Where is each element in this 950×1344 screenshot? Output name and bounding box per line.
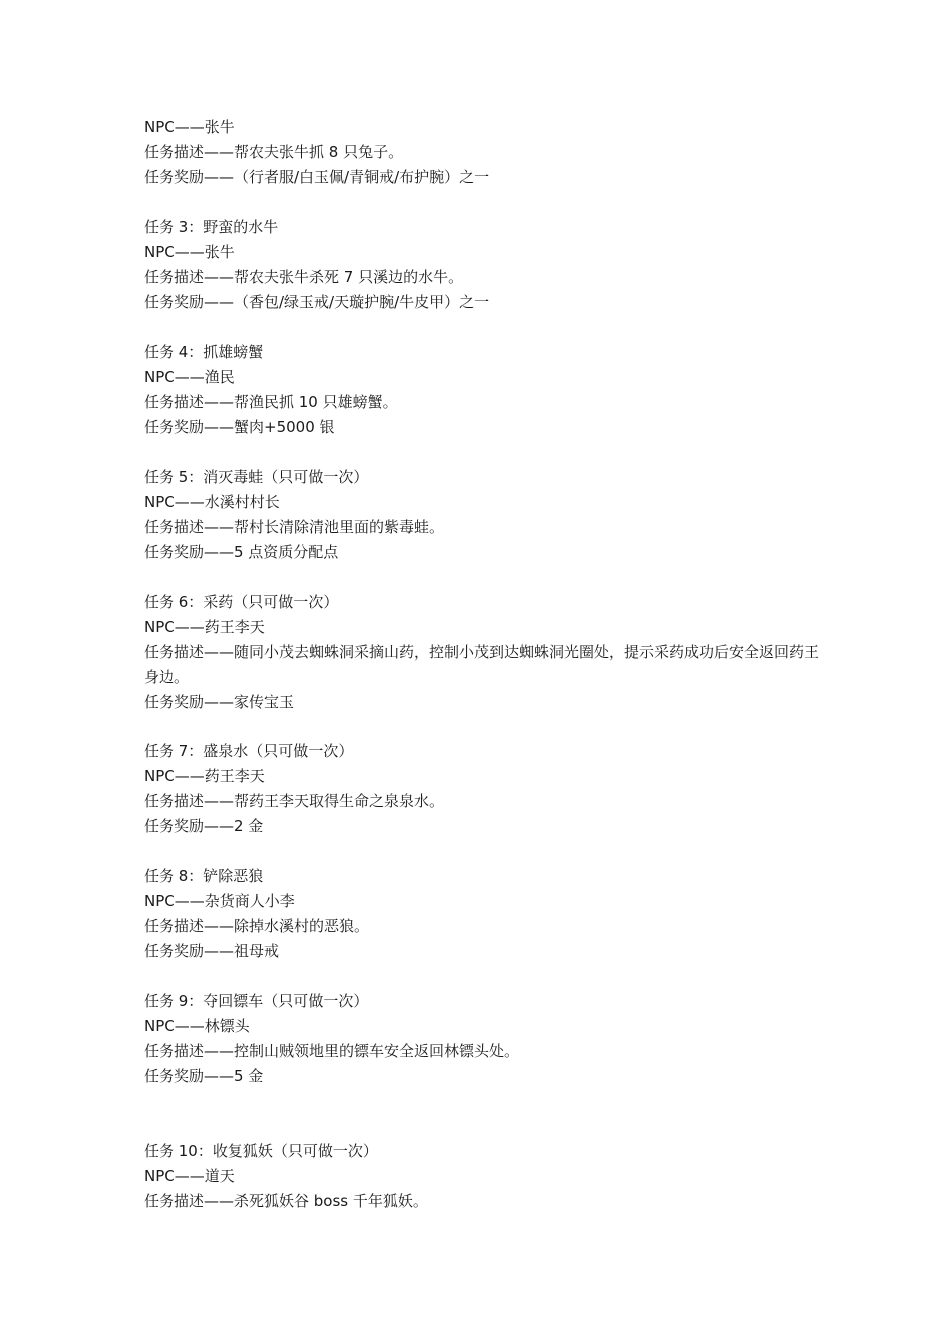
spacer bbox=[144, 315, 824, 340]
task-reward: 任务奖励——2 金 bbox=[144, 817, 264, 836]
spacer bbox=[144, 964, 824, 989]
task-reward: 任务奖励——祖母戒 bbox=[144, 942, 280, 961]
task-npc: NPC——渔民 bbox=[144, 367, 235, 386]
task-npc: NPC——道天 bbox=[144, 1167, 235, 1186]
task-block-10 bbox=[144, 1139, 824, 1214]
task-reward: 任务奖励——5 金 bbox=[144, 1067, 264, 1086]
spacer bbox=[144, 565, 824, 590]
spacer bbox=[144, 440, 824, 465]
task-description: 任务描述——控制山贼领地里的镖车安全返回林镖头处。 bbox=[144, 1042, 520, 1061]
task-block-6 bbox=[144, 590, 824, 715]
spacer bbox=[144, 715, 824, 740]
task-reward: 任务奖励——5 点资质分配点 bbox=[144, 542, 339, 561]
task-description: 任务描述——帮农夫张牛抓 8 只兔子。 bbox=[144, 143, 404, 161]
spacer bbox=[144, 190, 824, 215]
task-npc: NPC——水溪村村长 bbox=[144, 492, 280, 511]
task-reward: 任务奖励——家传宝玉 bbox=[144, 692, 295, 711]
task-npc: NPC——张牛 bbox=[144, 118, 235, 136]
task-npc: NPC——杂货商人小李 bbox=[144, 892, 295, 911]
task-description: 任务描述——帮渔民抓 10 只雄螃蟹。 bbox=[144, 392, 398, 411]
task-description: 任务描述——随同小茂去蜘蛛洞采摘山药，控制小茂到达蜘蛛洞光圈处，提示采药成功后安全返回药王身边。 bbox=[144, 642, 820, 686]
task-reward: 任务奖励——（香包/绿玉戒/天璇护腕/牛皮甲）之一 bbox=[144, 292, 490, 311]
spacer bbox=[144, 1089, 824, 1139]
spacer bbox=[144, 839, 824, 864]
task-block-3 bbox=[144, 215, 824, 315]
task-description: 任务描述——帮农夫张牛杀死 7 只溪边的水牛。 bbox=[144, 267, 464, 286]
task-reward: 任务奖励——蟹肉+5000 银 bbox=[144, 417, 335, 436]
task-npc: NPC——张牛 bbox=[144, 242, 235, 261]
task-block-9 bbox=[144, 989, 824, 1089]
task-description: 任务描述——杀死狐妖谷 boss 千年狐妖。 bbox=[144, 1192, 428, 1211]
task-title: 任务 5：消灭毒蛙（只可做一次） bbox=[144, 467, 369, 486]
task-reward: 任务奖励——（行者服/白玉佩/青铜戒/布护腕）之一 bbox=[144, 168, 490, 186]
task-description: 任务描述——帮村长清除清池里面的紫毒蛙。 bbox=[144, 517, 445, 536]
task-block-7 bbox=[144, 739, 824, 839]
task-npc: NPC——林镖头 bbox=[144, 1017, 250, 1036]
task-title: 任务 8：铲除恶狼 bbox=[144, 867, 264, 886]
task-block-5 bbox=[144, 465, 824, 565]
task-title: 任务 3：野蛮的水牛 bbox=[144, 217, 279, 236]
task-npc: NPC——药王李天 bbox=[144, 617, 265, 636]
task-title: 任务 10：收复狐妖（只可做一次） bbox=[144, 1142, 378, 1161]
task-block-intro bbox=[144, 115, 824, 190]
task-description: 任务描述——除掉水溪村的恶狼。 bbox=[144, 917, 370, 936]
task-title: 任务 6：采药（只可做一次） bbox=[144, 592, 339, 611]
task-title: 任务 4：抓雄螃蟹 bbox=[144, 342, 264, 361]
task-title: 任务 9：夺回镖车（只可做一次） bbox=[144, 992, 369, 1011]
task-block-8 bbox=[144, 864, 824, 964]
task-title: 任务 7：盛泉水（只可做一次） bbox=[144, 742, 354, 761]
task-npc: NPC——药王李天 bbox=[144, 767, 265, 786]
task-description: 任务描述——帮药王李天取得生命之泉泉水。 bbox=[144, 792, 445, 811]
task-list bbox=[144, 115, 824, 1214]
task-block-4 bbox=[144, 340, 824, 440]
